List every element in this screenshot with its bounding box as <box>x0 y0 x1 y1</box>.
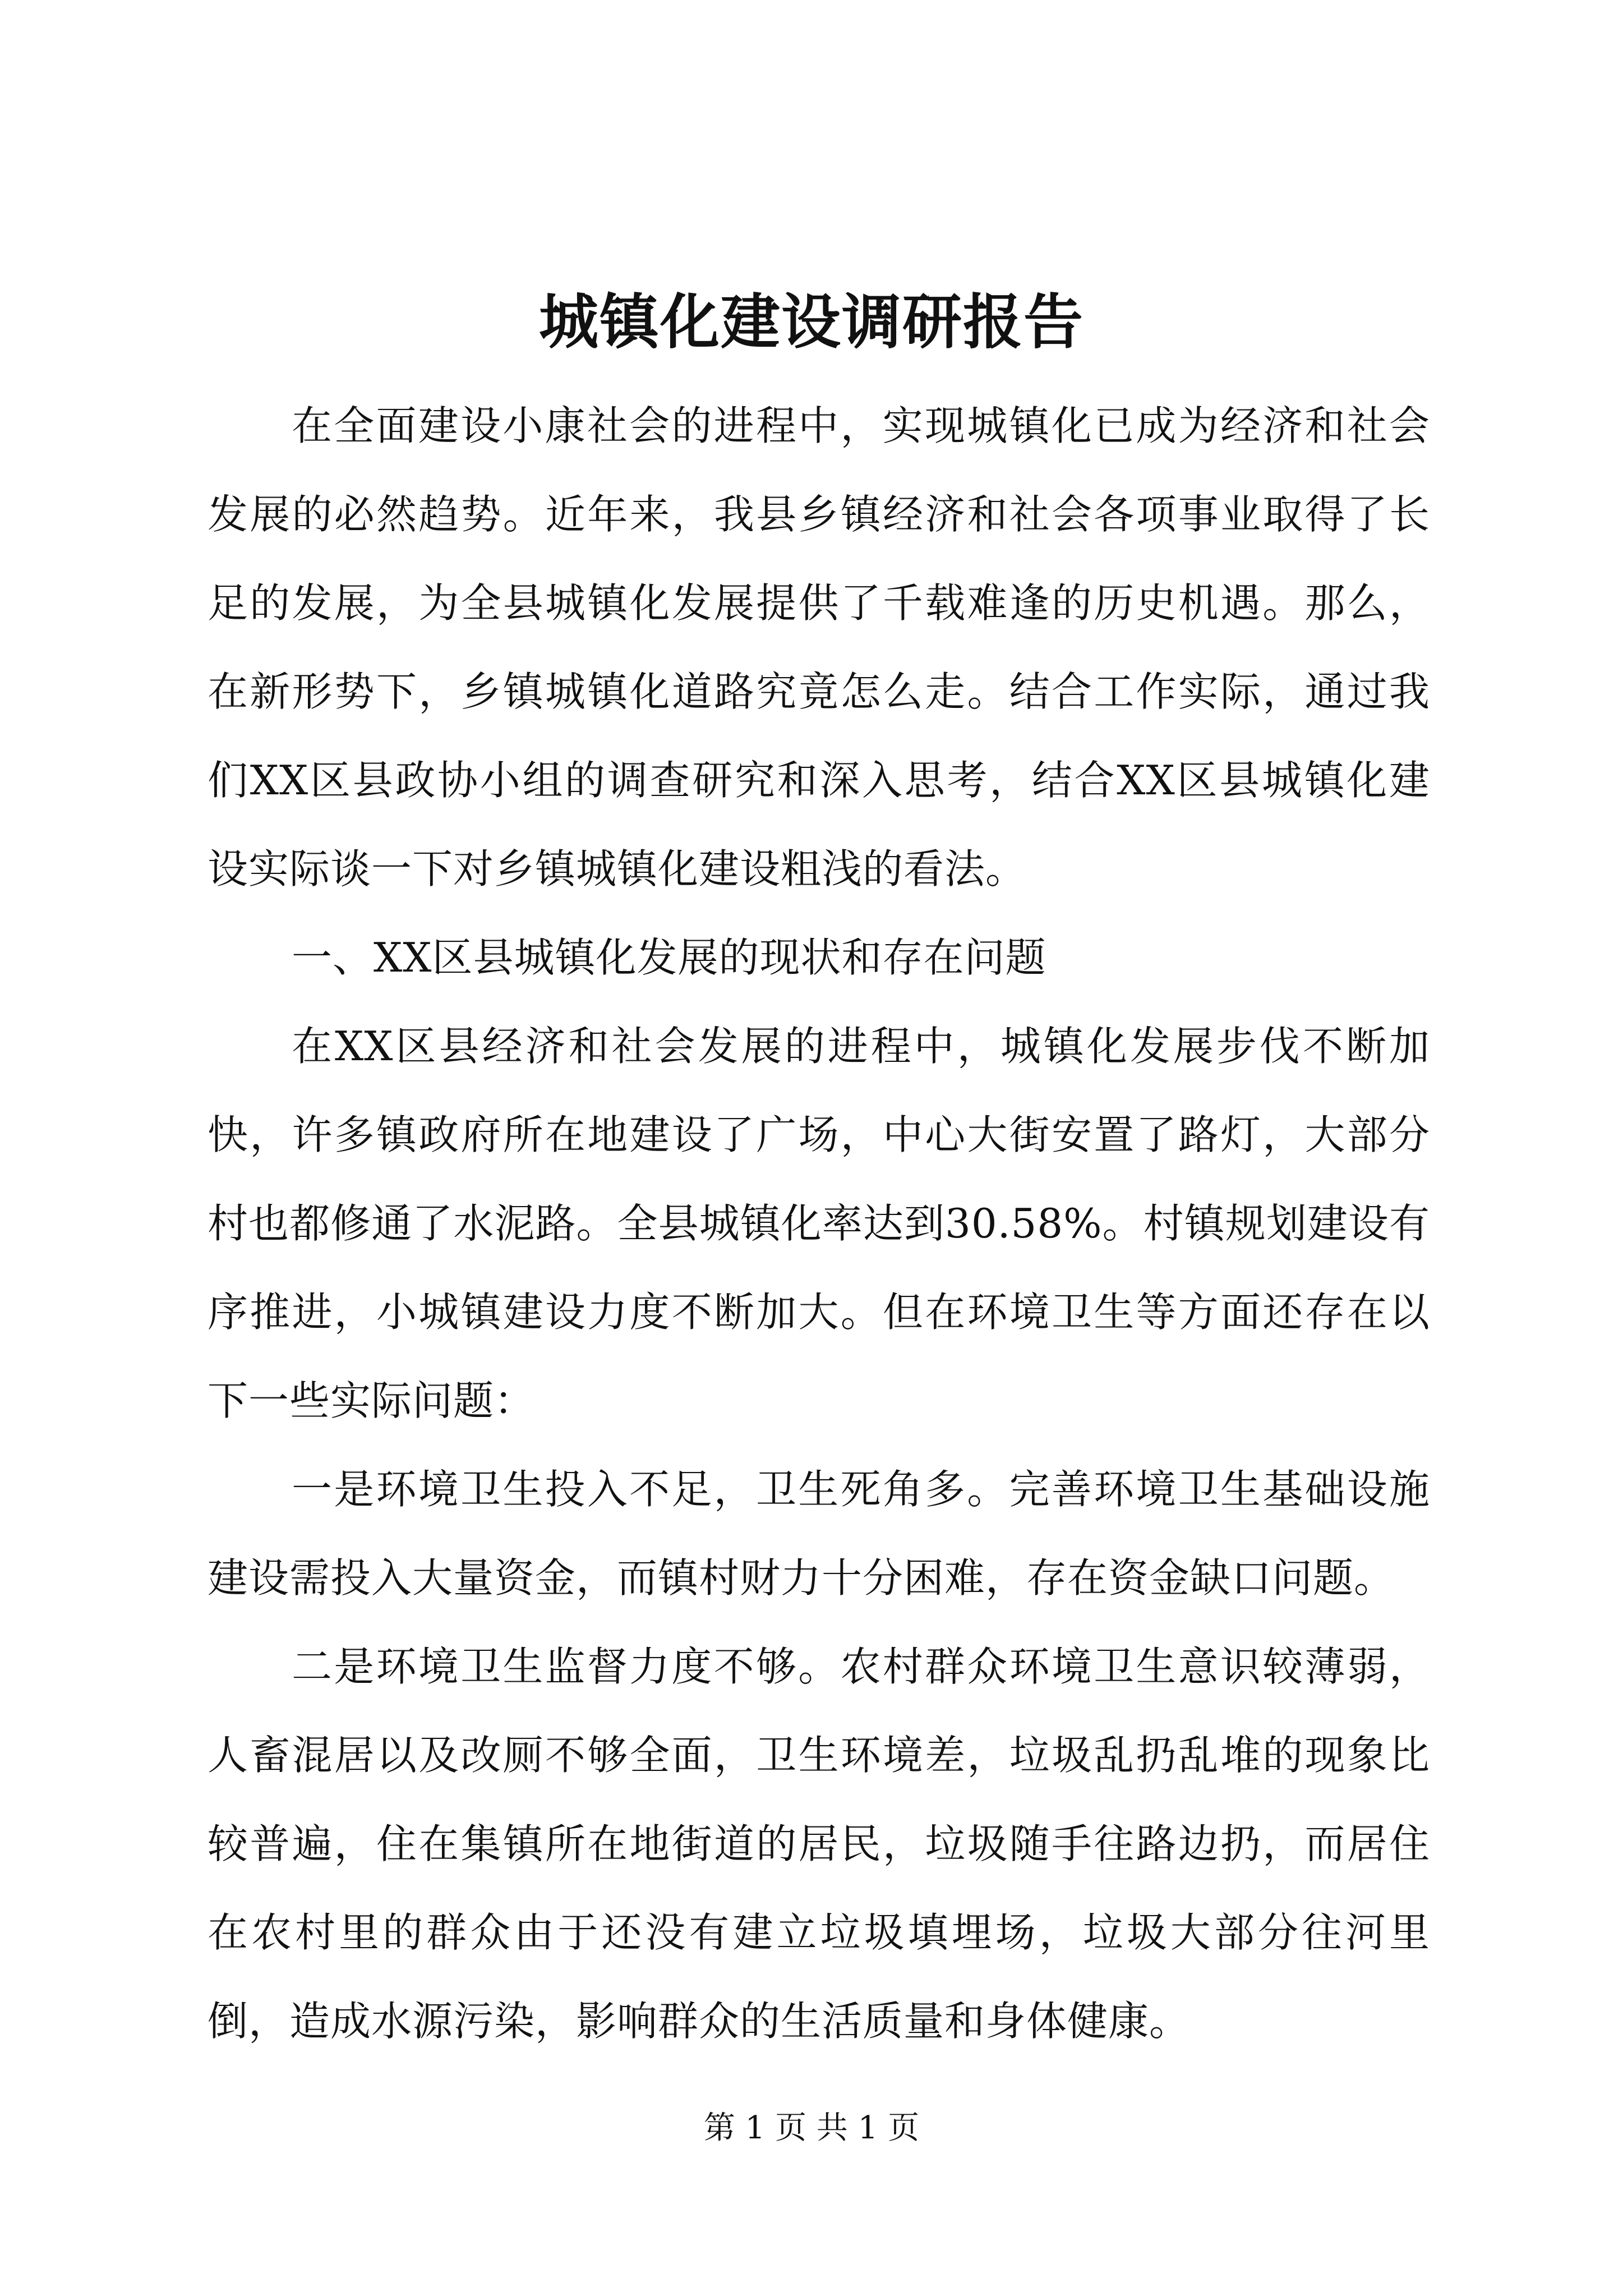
paragraph-problem-1: 一是环境卫生投入不足，卫生死角多。完善环境卫生基础设施建设需投入大量资金，而镇村财力十分困难，存在资金缺口问题。 <box>208 1466 1430 1602</box>
document-body <box>208 381 1430 2065</box>
document-title: 城镇化建设调研报告 <box>539 287 1084 357</box>
paragraph-intro: 在全面建设小康社会的进程中，实现城镇化已成为经济和社会发展的必然趋势。近年来，我县乡镇经济和社会各项事业取得了长足的发展，为全县城镇化发展提供了千载难逢的历史机遇。那么，在新形势下，乡镇城镇化道路究竟怎么走。结合工作实际，通过我们XX区县政协小组的调查研究和深入思考，结合XX区县城镇化建设实际谈一下对乡镇城镇化建设粗浅的看法。 <box>208 402 1430 892</box>
paragraph-problem-2: 二是环境卫生监督力度不够。农村群众环境卫生意识较薄弱，人畜混居以及改厕不够全面，卫生环境差，垃圾乱扔乱堆的现象比较普遍，住在集镇所在地街道的居民，垃圾随手往路边扔，而居住在农村里的群众由于还没有建立垃圾填埋场，垃圾大部分往河里倒，造成水源污染，影响群众的生活质量和身体健康。 <box>208 1643 1430 2045</box>
paragraph-status: 在XX区县经济和社会发展的进程中，城镇化发展步伐不断加快，许多镇政府所在地建设了广场，中心大街安置了路灯，大部分村也都修通了水泥路。全县城镇化率达到30.58%。村镇规划建设有序推进，小城镇建设力度不断加大。但在环境卫生等方面还存在以下一些实际问题： <box>208 1023 1430 1424</box>
section-heading: 一、XX区县城镇化发展的现状和存在问题 <box>292 934 1046 981</box>
page-footer: 第 1 页 共 1 页 <box>703 2110 920 2146</box>
